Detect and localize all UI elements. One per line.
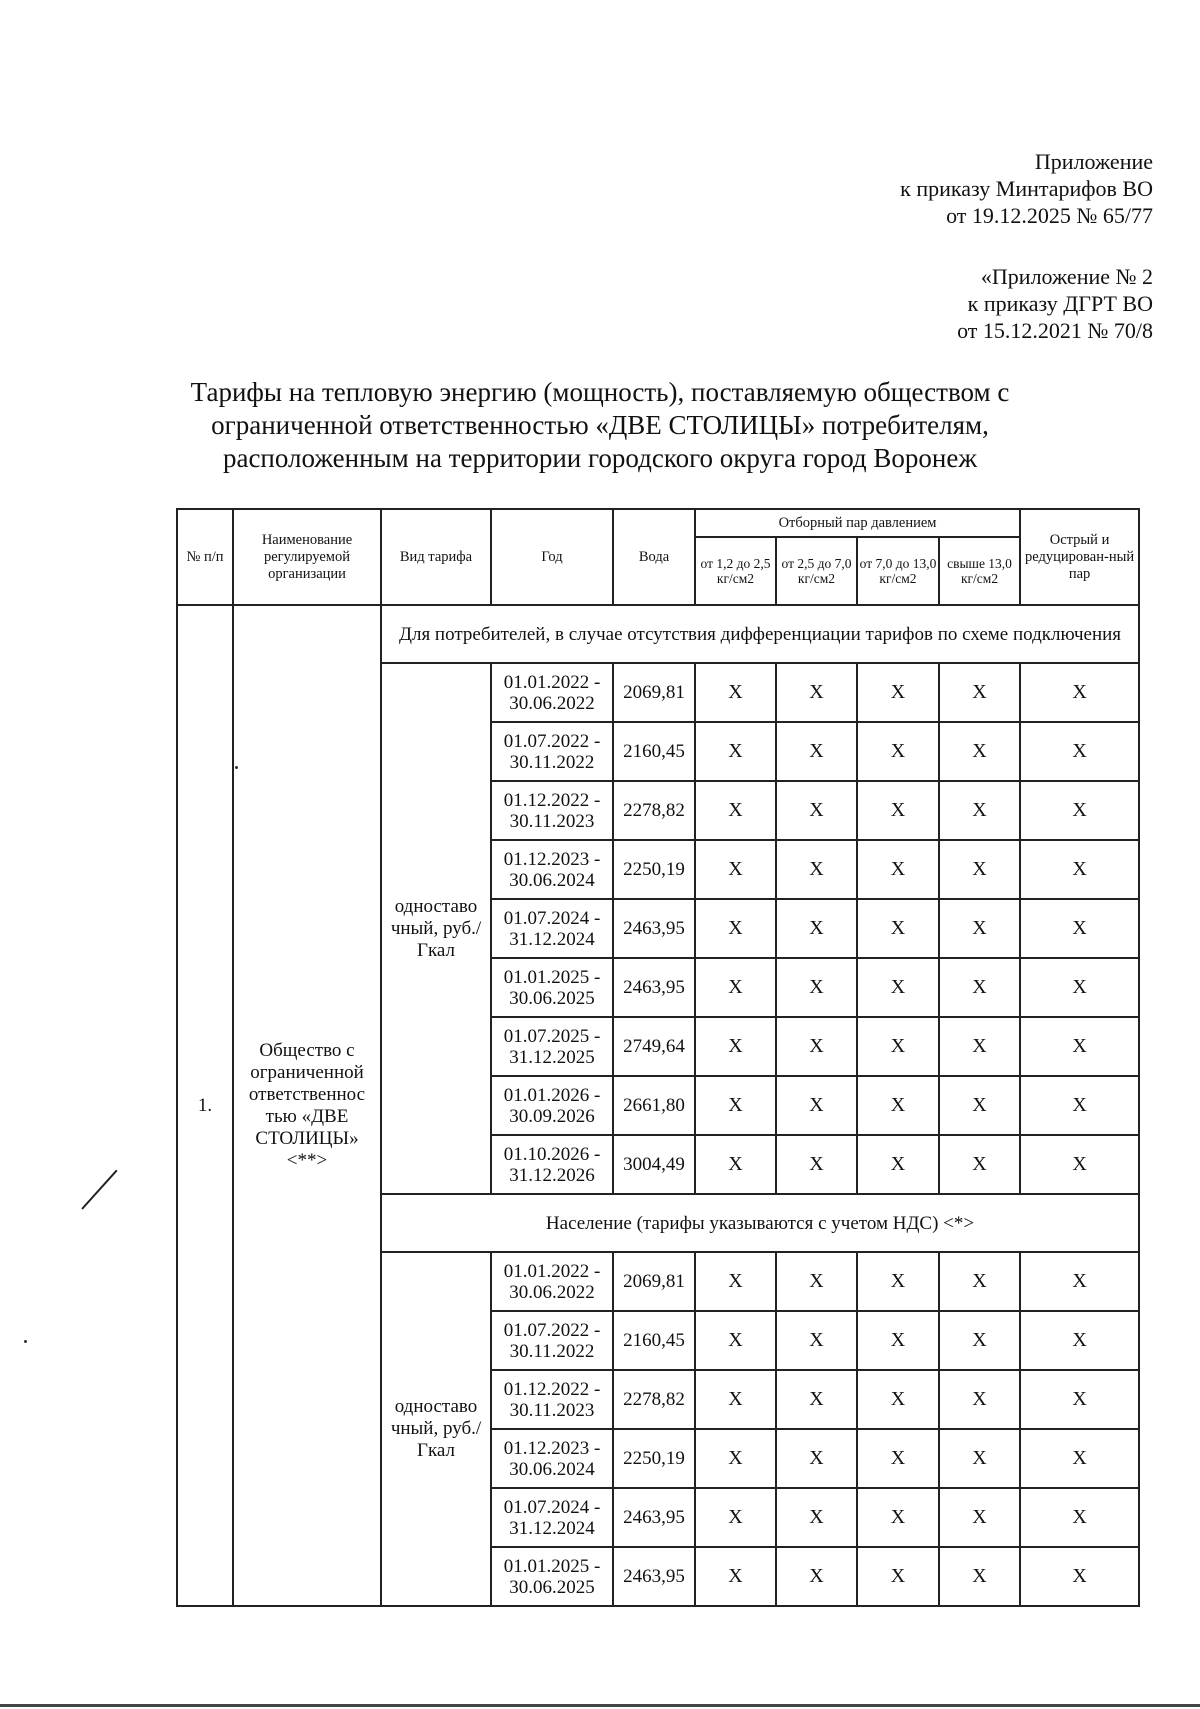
steam-4-value: X	[939, 840, 1020, 899]
sharp-steam-value: X	[1020, 1429, 1139, 1488]
steam-1-value: X	[695, 1311, 776, 1370]
period-cell: 01.07.2025 - 31.12.2025	[491, 1017, 613, 1076]
document-title	[150, 376, 1050, 475]
sharp-steam-value: X	[1020, 1547, 1139, 1606]
steam-4-value: X	[939, 1488, 1020, 1547]
sharp-steam-value: X	[1020, 1311, 1139, 1370]
appendix2-line: «Приложение № 2	[980, 264, 1153, 289]
header-steam-4: свыше 13,0 кг/см2	[939, 537, 1020, 605]
tariff-table	[176, 508, 1140, 1607]
sharp-steam-value: X	[1020, 840, 1139, 899]
sharp-steam-value: X	[1020, 663, 1139, 722]
steam-3-value: X	[857, 958, 939, 1017]
steam-2-value: X	[776, 840, 857, 899]
steam-3-value: X	[857, 781, 939, 840]
appendix-line: Приложение	[1034, 149, 1153, 174]
tariff-kind: одноставо чный, руб./Гкал	[381, 1252, 491, 1606]
appendix-header	[900, 148, 1153, 229]
period-cell: 01.01.2026 - 30.09.2026	[491, 1076, 613, 1135]
steam-4-value: X	[939, 1547, 1020, 1606]
pen-mark	[81, 1170, 117, 1210]
period-cell: 01.12.2023 - 30.06.2024	[491, 1429, 613, 1488]
steam-3-value: X	[857, 1017, 939, 1076]
tariff-kind: одноставо чный, руб./Гкал	[381, 663, 491, 1194]
steam-1-value: X	[695, 722, 776, 781]
steam-3-value: X	[857, 1311, 939, 1370]
steam-4-value: X	[939, 722, 1020, 781]
period-cell: 01.01.2022 - 30.06.2022	[491, 1252, 613, 1311]
steam-2-value: X	[776, 1076, 857, 1135]
steam-3-value: X	[857, 1076, 939, 1135]
steam-4-value: X	[939, 1076, 1020, 1135]
row-number: 1.	[177, 605, 233, 1606]
period-cell: 01.07.2022 - 30.11.2022	[491, 722, 613, 781]
sharp-steam-value: X	[1020, 1135, 1139, 1194]
period-cell: 01.07.2022 - 30.11.2022	[491, 1311, 613, 1370]
water-value: 2463,95	[613, 958, 695, 1017]
steam-4-value: X	[939, 1311, 1020, 1370]
steam-2-value: X	[776, 781, 857, 840]
steam-1-value: X	[695, 1252, 776, 1311]
steam-1-value: X	[695, 1017, 776, 1076]
period-cell: 01.07.2024 - 31.12.2024	[491, 1488, 613, 1547]
steam-3-value: X	[857, 1252, 939, 1311]
period-cell: 01.01.2025 - 30.06.2025	[491, 1547, 613, 1606]
water-value: 2250,19	[613, 1429, 695, 1488]
speck-mark	[24, 1340, 27, 1343]
steam-1-value: X	[695, 840, 776, 899]
steam-2-value: X	[776, 1547, 857, 1606]
appendix2-line: от 15.12.2021 № 70/8	[957, 318, 1153, 343]
water-value: 2278,82	[613, 781, 695, 840]
title-line: ограниченной ответственностью «ДВЕ СТОЛИЦЫ» потребителям,	[211, 410, 989, 440]
section-label: Население (тарифы указываются с учетом НДС) <*>	[381, 1194, 1139, 1252]
period-cell: 01.12.2023 - 30.06.2024	[491, 840, 613, 899]
period-cell: 01.01.2022 - 30.06.2022	[491, 663, 613, 722]
steam-2-value: X	[776, 1017, 857, 1076]
steam-4-value: X	[939, 1017, 1020, 1076]
steam-4-value: X	[939, 781, 1020, 840]
header-steam-group: Отборный пар давлением	[695, 509, 1020, 537]
steam-2-value: X	[776, 1311, 857, 1370]
water-value: 2069,81	[613, 1252, 695, 1311]
sharp-steam-value: X	[1020, 958, 1139, 1017]
steam-4-value: X	[939, 663, 1020, 722]
sharp-steam-value: X	[1020, 781, 1139, 840]
appendix2-line: к приказу ДГРТ ВО	[967, 291, 1153, 316]
steam-3-value: X	[857, 1429, 939, 1488]
steam-3-value: X	[857, 722, 939, 781]
period-cell: 01.01.2025 - 30.06.2025	[491, 958, 613, 1017]
header-sharp-steam: Острый и редуцирован-ный пар	[1020, 509, 1139, 605]
water-value: 2463,95	[613, 1547, 695, 1606]
steam-2-value: X	[776, 958, 857, 1017]
period-cell: 01.07.2024 - 31.12.2024	[491, 899, 613, 958]
header-steam-3: от 7,0 до 13,0 кг/см2	[857, 537, 939, 605]
water-value: 2250,19	[613, 840, 695, 899]
appendix-line: к приказу Минтарифов ВО	[900, 176, 1153, 201]
water-value: 2160,45	[613, 722, 695, 781]
steam-1-value: X	[695, 781, 776, 840]
steam-1-value: X	[695, 1076, 776, 1135]
header-org: Наименование регулируемой организации	[233, 509, 381, 605]
steam-1-value: X	[695, 1547, 776, 1606]
appendix-line: от 19.12.2025 № 65/77	[946, 203, 1153, 228]
steam-1-value: X	[695, 1135, 776, 1194]
steam-1-value: X	[695, 1488, 776, 1547]
water-value: 2749,64	[613, 1017, 695, 1076]
sharp-steam-value: X	[1020, 1370, 1139, 1429]
header-num: № п/п	[177, 509, 233, 605]
steam-4-value: X	[939, 899, 1020, 958]
steam-3-value: X	[857, 663, 939, 722]
steam-3-value: X	[857, 1370, 939, 1429]
steam-1-value: X	[695, 958, 776, 1017]
sharp-steam-value: X	[1020, 1252, 1139, 1311]
period-cell: 01.12.2022 - 30.11.2023	[491, 781, 613, 840]
period-cell: 01.12.2022 - 30.11.2023	[491, 1370, 613, 1429]
steam-2-value: X	[776, 1135, 857, 1194]
steam-3-value: X	[857, 1135, 939, 1194]
appendix2-header	[957, 263, 1153, 344]
speck-mark	[235, 766, 238, 769]
header-year: Год	[491, 509, 613, 605]
header-kind: Вид тарифа	[381, 509, 491, 605]
steam-2-value: X	[776, 1252, 857, 1311]
header-steam-2: от 2,5 до 7,0 кг/см2	[776, 537, 857, 605]
page-edge-line	[0, 1704, 1200, 1707]
title-line: расположенным на территории городского округа город Воронеж	[222, 443, 978, 473]
steam-2-value: X	[776, 1488, 857, 1547]
steam-1-value: X	[695, 663, 776, 722]
water-value: 2463,95	[613, 1488, 695, 1547]
sharp-steam-value: X	[1020, 1488, 1139, 1547]
header-steam-1: от 1,2 до 2,5 кг/см2	[695, 537, 776, 605]
steam-1-value: X	[695, 1370, 776, 1429]
steam-2-value: X	[776, 663, 857, 722]
organization-name: Общество с ограниченной ответственнос тью «ДВЕ СТОЛИЦЫ» <**>	[233, 605, 381, 1606]
steam-4-value: X	[939, 1429, 1020, 1488]
header-water: Вода	[613, 509, 695, 605]
steam-2-value: X	[776, 1429, 857, 1488]
sharp-steam-value: X	[1020, 899, 1139, 958]
steam-1-value: X	[695, 1429, 776, 1488]
sharp-steam-value: X	[1020, 722, 1139, 781]
steam-2-value: X	[776, 899, 857, 958]
water-value: 2278,82	[613, 1370, 695, 1429]
sharp-steam-value: X	[1020, 1076, 1139, 1135]
section-label: Для потребителей, в случае отсутствия дифференциации тарифов по схеме подключения	[381, 605, 1139, 663]
steam-4-value: X	[939, 1370, 1020, 1429]
steam-2-value: X	[776, 1370, 857, 1429]
steam-3-value: X	[857, 840, 939, 899]
water-value: 2069,81	[613, 663, 695, 722]
title-line: Тарифы на тепловую энергию (мощность), поставляемую обществом с	[190, 377, 1010, 407]
steam-4-value: X	[939, 958, 1020, 1017]
steam-1-value: X	[695, 899, 776, 958]
section-row	[177, 605, 1139, 663]
sharp-steam-value: X	[1020, 1017, 1139, 1076]
steam-2-value: X	[776, 722, 857, 781]
water-value: 2160,45	[613, 1311, 695, 1370]
water-value: 2463,95	[613, 899, 695, 958]
steam-3-value: X	[857, 1488, 939, 1547]
period-cell: 01.10.2026 - 31.12.2026	[491, 1135, 613, 1194]
water-value: 3004,49	[613, 1135, 695, 1194]
steam-3-value: X	[857, 1547, 939, 1606]
steam-4-value: X	[939, 1252, 1020, 1311]
steam-3-value: X	[857, 899, 939, 958]
water-value: 2661,80	[613, 1076, 695, 1135]
steam-4-value: X	[939, 1135, 1020, 1194]
